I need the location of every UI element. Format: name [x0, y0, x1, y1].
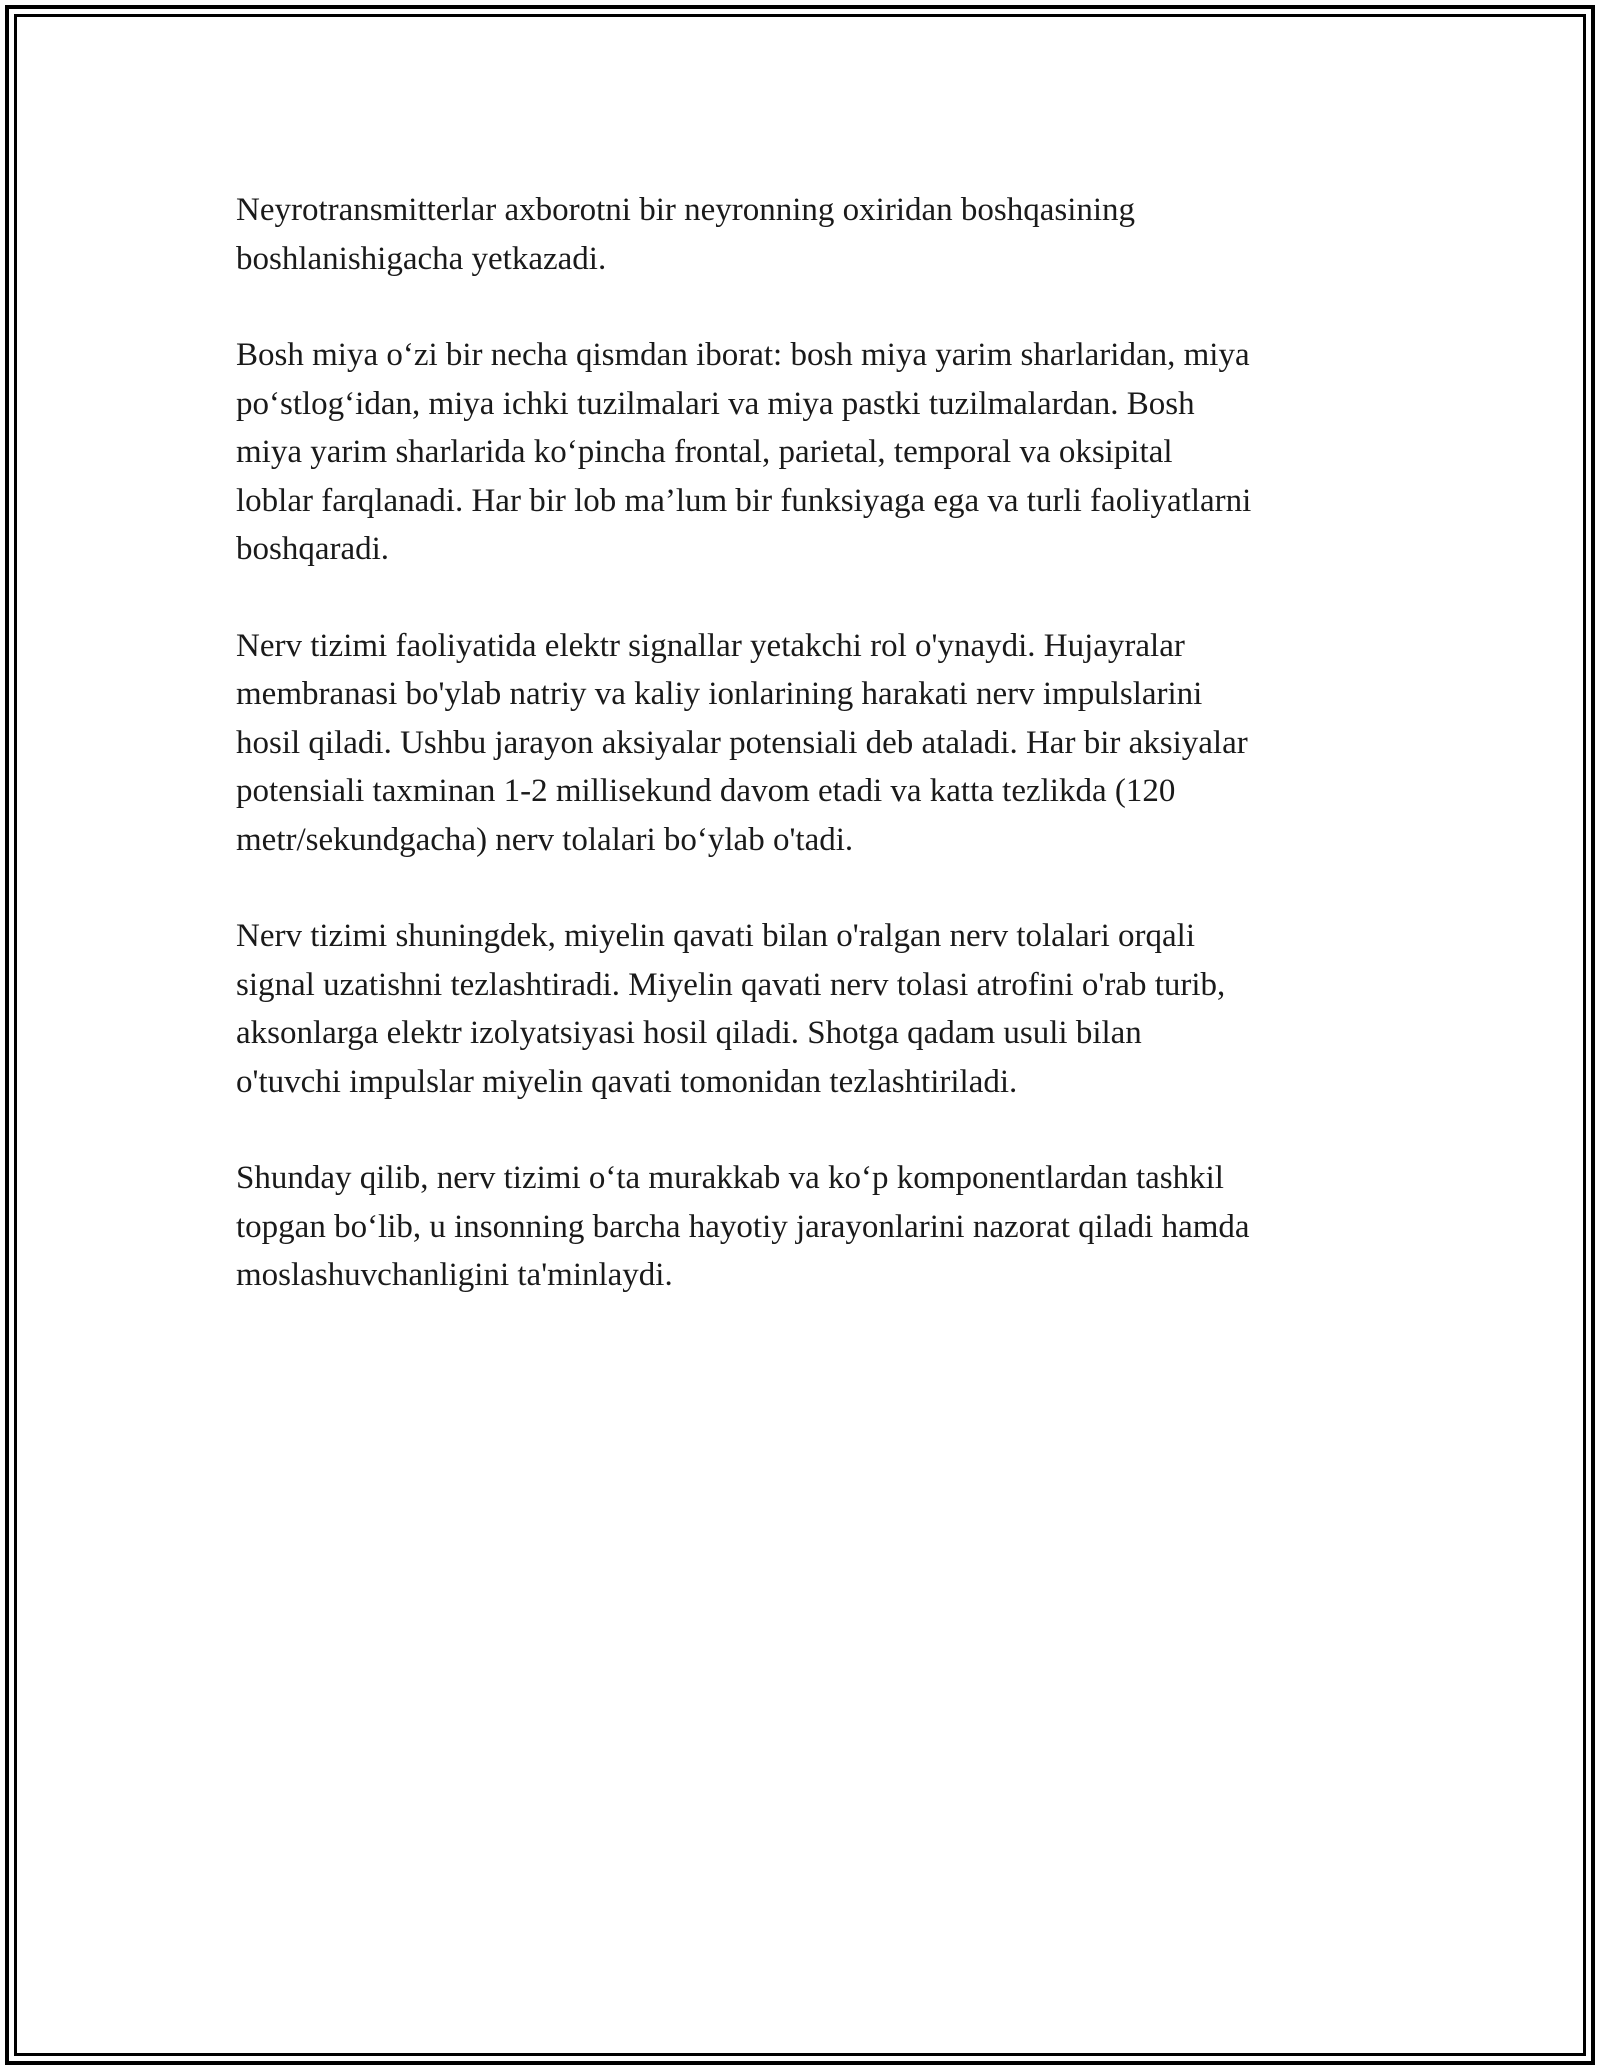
- text-line: membranasi bo'ylab natriy va kaliy ionlarining harakati nerv impulslarini: [236, 676, 1203, 712]
- text-line: hosil qiladi. Ushbu jarayon aksiyalar potensiali deb ataladi. Har bir aksiyalar: [236, 724, 1248, 761]
- text-line: boshqaradi.: [236, 531, 390, 567]
- paragraph-3: [236, 622, 1376, 865]
- text-line: topgan bo‘lib, u insonning barcha hayotiy jarayonlarini nazorat qiladi hamda: [236, 1208, 1250, 1245]
- paragraph-2: [236, 331, 1376, 574]
- paragraph-5: [236, 1154, 1376, 1300]
- text-line: boshlanishigacha yetkazadi.: [236, 240, 607, 277]
- text-line: Shunday qilib, nerv tizimi o‘ta murakkab va ko‘p komponentlardan tashkil: [236, 1160, 1224, 1196]
- paragraph-4: [236, 912, 1376, 1106]
- document-body: [236, 186, 1376, 1348]
- text-line: aksonlarga elektr izolyatsiyasi hosil qiladi. Shotga qadam usuli bilan: [236, 1015, 1142, 1051]
- text-line: moslashuvchanligini ta'minlaydi.: [236, 1257, 673, 1293]
- text-line: o'tuvchi impulslar miyelin qavati tomonidan tezlashtiriladi.: [236, 1063, 1018, 1100]
- paragraph-1: [236, 186, 1376, 283]
- text-line: Bosh miya o‘zi bir necha qismdan iborat: bosh miya yarim sharlaridan, miya: [236, 337, 1250, 373]
- text-line: Neyrotransmitterlar axborotni bir neyronning oxiridan boshqasining: [236, 192, 1136, 228]
- text-line: miya yarim sharlarida ko‘pincha frontal, parietal, temporal va oksipital: [236, 434, 1173, 470]
- text-line: Nerv tizimi shuningdek, miyelin qavati bilan o'ralgan nerv tolalari orqali: [236, 918, 1196, 954]
- text-line: metr/sekundgacha) nerv tolalari bo‘ylab o'tadi.: [236, 821, 854, 858]
- text-line: po‘stlog‘idan, miya ichki tuzilmalari va miya pastki tuzilmalardan. Bosh: [236, 385, 1195, 422]
- text-line: potensiali taxminan 1-2 millisekund davom etadi va katta tezlikda (120: [236, 773, 1176, 809]
- text-line: Nerv tizimi faoliyatida elektr signallar yetakchi rol o'ynaydi. Hujayralar: [236, 627, 1185, 664]
- text-line: loblar farqlanadi. Har bir lob ma’lum bir funksiyaga ega va turli faoliyatlarni: [236, 482, 1252, 519]
- text-line: signal uzatishni tezlashtiradi. Miyelin qavati nerv tolasi atrofini o'rab turib,: [236, 966, 1226, 1003]
